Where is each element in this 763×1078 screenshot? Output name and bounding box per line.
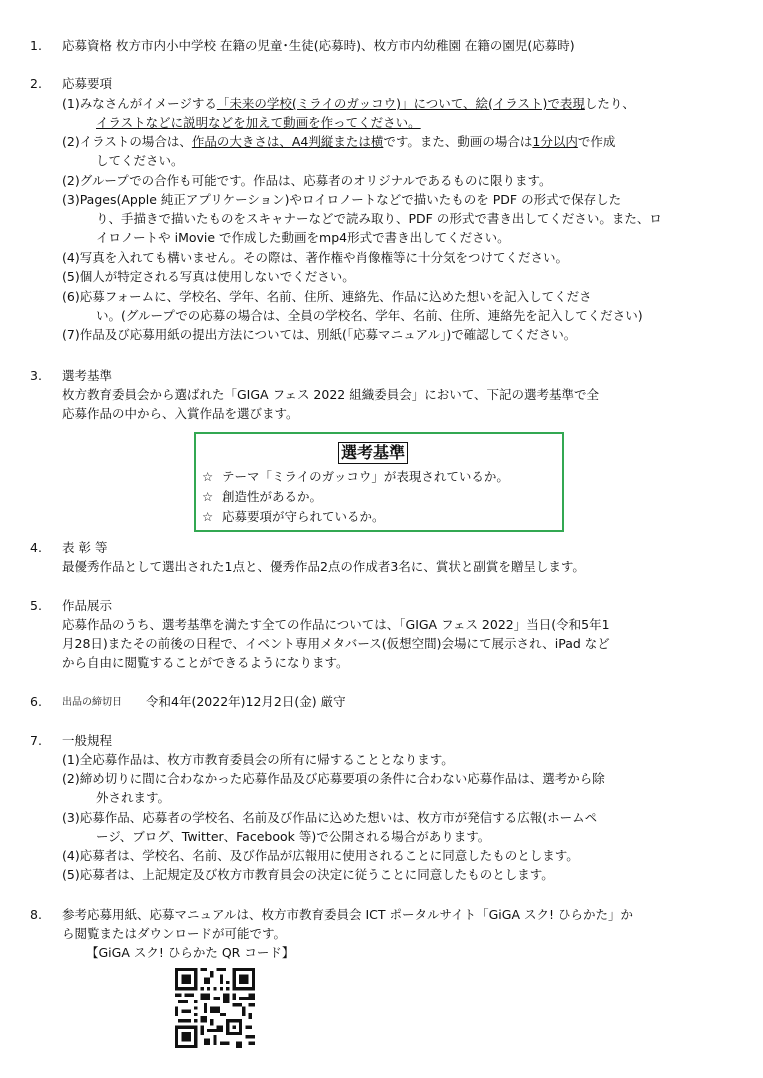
section-2-item-1-line-2: イラストなどに説明などを加えて動画を作ってください。 [96, 115, 421, 130]
section-2-number: 2. [30, 76, 42, 91]
section-7-item-1: (1)全応募作品は、枚方市教育委員会の所有に帰することとなります。 [62, 752, 454, 767]
section-7-item-2-line-2: 外されます。 [96, 790, 171, 805]
section-2-item-4-line-1: (3)Pages(Apple 純正アプリケーション)やロイロノートなどで描いたものを PDF の形式で保存した [62, 192, 622, 207]
section-6-number: 6. [30, 694, 42, 709]
section-4-heading: 表 彰 等 [62, 540, 108, 555]
section-7-item-4: (4)応募者は、学校名、名前、及び作品が広報用に使用されることに同意したものとします。 [62, 848, 579, 863]
criteria-1 [202, 467, 509, 486]
criteria-2 [202, 487, 322, 506]
section-4-number: 4. [30, 540, 42, 555]
section-2-heading: 応募要項 [62, 76, 113, 91]
star-icon: ☆ [202, 469, 214, 484]
section-2-item-4-line-2: り、手描きで描いたものをスキャナーなどで読み取り、PDF の形式で書き出してください。また、ロ [96, 211, 662, 226]
section-2-item-2-line-1 [62, 132, 615, 151]
criteria-2-text: 創造性があるか。 [222, 489, 323, 504]
qr-code-icon[interactable] [175, 968, 255, 1048]
star-icon: ☆ [202, 489, 214, 504]
item-2-mid: です。また、動画の場合は [383, 134, 533, 149]
section-7-heading: 一般規程 [62, 733, 113, 748]
section-1-number: 1. [30, 38, 42, 53]
section-8-line-1: 参考応募用紙、応募マニュアルは、枚方市教育委員会 ICT ポータルサイト「GiGA スク! ひらかた」か [62, 907, 633, 922]
section-7-item-3-line-2: ージ、ブログ、Twitter、Facebook 等)で公開される場合があります。 [96, 829, 491, 844]
section-8-number: 8. [30, 907, 42, 922]
criteria-3 [202, 507, 385, 526]
section-6-label: 出品の締切日 [62, 697, 122, 708]
item-1-theme-underlined: 「未来の学校(ミライのガッコウ)」について、絵(イラスト)で表現 [216, 96, 585, 111]
section-6-deadline: 令和4年(2022年)12月2日(金) 厳守 [146, 694, 346, 709]
item-2-size-underlined: 作品の大きさは、A4判縦または横 [191, 134, 384, 149]
section-2-item-6: (5)個人が特定される写真は使用しないでください。 [62, 269, 355, 284]
criteria-3-text: 応募要項が守られているか。 [222, 509, 385, 524]
section-5-number: 5. [30, 598, 42, 613]
section-3-number: 3. [30, 368, 42, 383]
section-2-item-4-line-3: イロノートや iMovie で作成した動画をmp4形式で書き出してください。 [96, 230, 510, 245]
section-7-item-3-line-1: (3)応募作品、応募者の学校名、名前及び作品に込めた想いは、枚方市が発信する広報(ホームペ [62, 810, 598, 825]
section-7-number: 7. [30, 733, 42, 748]
section-5-line-2: 月28日)またその前後の日程で、イベント専用メタバース(仮想空間)会場にて展示され、iPad など [62, 636, 610, 651]
criteria-1-text: テーマ「ミライのガッコウ」が表現されているか。 [222, 469, 509, 484]
section-3-heading: 選考基準 [62, 368, 113, 383]
qr-code-label: 【GiGA スク! ひらかた QR コード】 [86, 945, 295, 960]
section-2-item-5: (4)写真を入れても構いません。その際は、著作権や肖像権等に十分気をつけてください。 [62, 250, 568, 265]
section-5-heading: 作品展示 [62, 598, 113, 613]
section-7-item-5: (5)応募者は、上記規定及び枚方市教育員会の決定に従うことに同意したものとします。 [62, 867, 554, 882]
section-2-item-7-line-2: い。(グループでの応募の場合は、全員の学校名、学年、名前、住所、連絡先を記入してください) [96, 308, 643, 323]
section-2-item-1-line-1 [62, 94, 635, 113]
item-1-prefix: (1)みなさんがイメージする [62, 96, 217, 111]
section-5-line-1: 応募作品のうち、選考基準を満たす全ての作品については、「GIGA フェス 2022」当日(令和5年1 [62, 617, 610, 632]
section-3-line-1: 枚方教育委員会から選ばれた「GIGA フェス 2022 組織委員会」において、下記の選考基準で全 [62, 387, 599, 402]
criteria-box-title: 選考基準 [338, 442, 408, 464]
item-2-prefix: (2)イラストの場合は、 [62, 134, 192, 149]
section-7-item-2-line-1: (2)締め切りに間に合わなかった応募作品及び応募要項の条件に合わない応募作品は、選考から除 [62, 771, 605, 786]
section-2-item-7-line-1: (6)応募フォームに、学校名、学年、名前、住所、連絡先、作品に込めた想いを記入してくださ [62, 289, 592, 304]
section-5-line-3: から自由に閲覧することができるようになります。 [62, 655, 349, 670]
section-2-item-3: (2)グループでの合作も可能です。作品は、応募者のオリジナルであるものに限ります。 [62, 173, 552, 188]
section-4-line-1: 最優秀作品として選出された1点と、優秀作品2点の作成者3名に、賞状と副賞を贈呈します。 [62, 559, 585, 574]
item-1-suffix: したり、 [584, 96, 635, 111]
section-8-line-2: ら閲覧またはダウンロードが可能です。 [62, 926, 287, 941]
section-1-eligibility: 応募資格 枚方市内小中学校 在籍の児童･生徒(応募時)、枚方市内幼稚園 在籍の園児(応募時) [62, 38, 575, 53]
section-2-item-2-line-2: してください。 [96, 153, 184, 168]
star-icon: ☆ [202, 509, 214, 524]
criteria-box [194, 432, 564, 532]
item-2-duration-underlined: 1分以内 [532, 134, 578, 149]
item-2-suffix: で作成 [577, 134, 616, 149]
section-2-item-8: (7)作品及び応募用紙の提出方法については、別紙(「応募マニュアル」)で確認してください。 [62, 327, 577, 342]
section-3-line-2: 応募作品の中から、入賞作品を選びます。 [62, 406, 299, 421]
